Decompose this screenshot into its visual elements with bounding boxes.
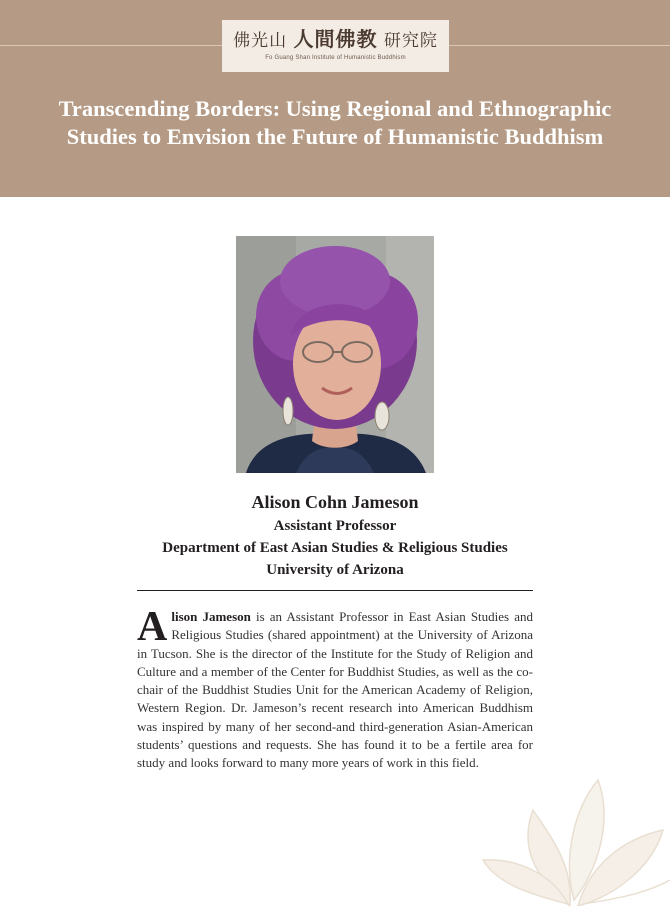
logo-subtitle: Fo Guang Shan Institute of Humanistic Buddhism <box>265 55 406 61</box>
speaker-name: Alison Cohn Jameson <box>251 492 419 512</box>
institute-logo <box>222 20 449 72</box>
logo-cjk-left: 佛光山 <box>233 31 288 51</box>
speaker-role: Assistant Professor <box>273 518 397 534</box>
speaker-department: Department of East Asian Studies & Religious Studies <box>162 540 508 556</box>
logo-cjk-center: 人間佛教 <box>293 27 378 51</box>
portrait-illustration <box>236 236 434 473</box>
logo-cjk-right: 研究院 <box>383 31 438 51</box>
drop-cap: A <box>137 604 168 650</box>
portrait-photo <box>236 236 434 473</box>
logo-chinese-text <box>222 29 449 51</box>
header-banner <box>0 0 670 197</box>
bio-text: is an Assistant Professor in East Asian Studies and Religious Studies (shared appointment) at the University of Arizona in Tucson. She is the director of the Institute for the Study of Religion and Culture and a member of the Center for Buddhist Studies, as well as the co-chair of the Buddhist Studies Unit for the American Academy of Religion, Western Region. Dr. Jameson’s recent research into American Buddhism was inspired by many of her second-and third-generation Asian-American students’ questions and requests. She has found it to be a fertile area for study and looks forward to many more years of work in this field. <box>137 609 533 771</box>
speaker-university: University of Arizona <box>266 562 404 578</box>
speaker-bio <box>137 604 533 773</box>
section-divider <box>137 590 533 591</box>
magnolia-flower-icon <box>478 770 670 906</box>
bio-lead-name: lison Jameson <box>171 609 251 624</box>
page-title: Transcending Borders: Using Regional and Ethnographic Studies to Envision the Future of Humanistic Buddhism <box>58 96 612 149</box>
